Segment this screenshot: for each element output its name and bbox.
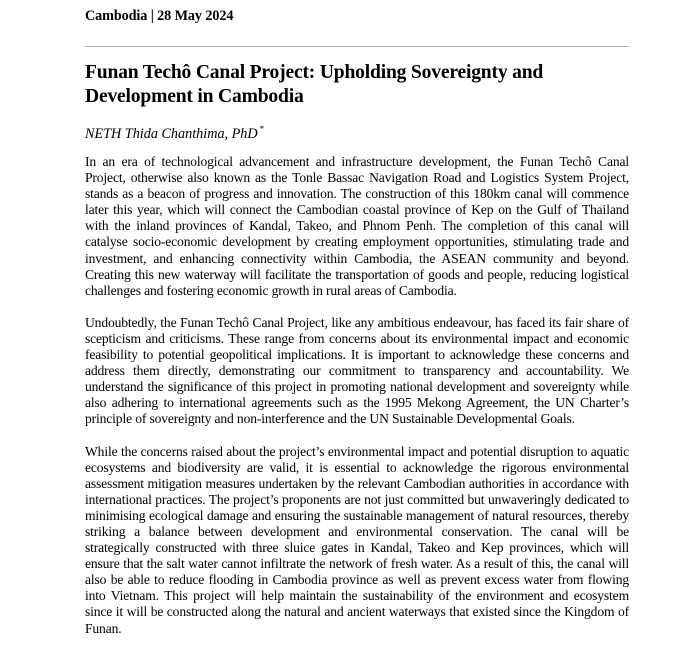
author-footnote-mark[interactable]: * [259,124,265,134]
paragraph-2: Undoubtedly, the Funan Techô Canal Project, like any ambitious endeavour, has faced its fair share of scepticism and criticisms. These range from concerns about its environmental impact and economic feasibility to potential geopolitical implications. It is important to acknowledge these concerns and address them directly, demonstrating our commitment to transparency and accountability. We understand the significance of this project in promoting national development and sovereignty while also adhering to international agreements such as the 1995 Mekong Agreement, the UN Charter’s principle of sovereignty and non-interference and the UN Sustainable Developmental Goals. [85,314,629,427]
paragraph-3: While the concerns raised about the project’s environmental impact and potential disruption to aquatic ecosystems and biodiversity are valid, it is essential to acknowledge the rigorous environmental assessment mitigation measures undertaken by the relevant Cambodian authorities in accordance with international practices. The project’s proponents are not just committed but unwaveringly dedicated to minimising ecological damage and ensuring the sustainable management of natural resources, thereby striking a balance between development and environmental conservation. The canal will be strategically constructed with three sluice gates in Kandal, Takeo and Kep provinces, which will ensure that the salt water cannot infiltrate the network of fresh water. As a result of this, the canal will also be able to reduce flooding in Cambodia province as well as prevent excess water from flowing into Vietnam. This project will help maintain the sustainability of the environment and ecosystem since it will be constructed along the natural and ancient waterways that existed since the Kingdom of Funan. [85,443,629,636]
paragraph-1: In an era of technological advancement and infrastructure development, the Funan Techô Canal Project, otherwise also known as the Tonle Bassac Navigation Road and Logistics System Project, stands as a beacon of progress and innovation. The construction of this 180km canal will commence later this year, which will connect the Cambodian coastal province of Kep on the Gulf of Thailand with the inland provinces of Kandal, Takeo, and Phnom Penh. The completion of this canal will catalyse socio-economic development by creating employment opportunities, stimulating trade and investment, and enhancing connectivity within Cambodia, the ASEAN community and beyond. Creating this new waterway will facilitate the transportation of goods and people, reducing logistical challenges and fostering economic growth in rural areas of Cambodia. [85,154,629,298]
author-byline [85,120,264,143]
header-divider [85,46,629,47]
dateline: Cambodia | 28 May 2024 [85,8,234,24]
article-title: Funan Techô Canal Project: Upholding Sovereignty and Development in Cambodia [85,62,544,107]
article-body [85,154,629,653]
author-name: NETH Thida Chanthima, PhD [85,126,258,142]
